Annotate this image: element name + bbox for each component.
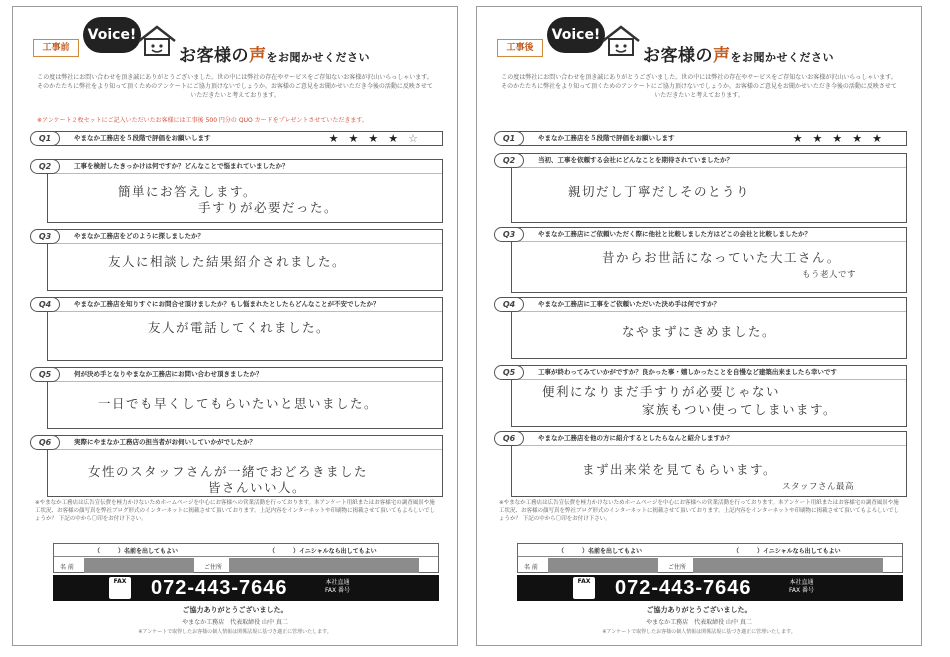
- answer-note: スタッフさん最高: [782, 482, 855, 492]
- question-1: [38, 131, 443, 146]
- page-title: お客様の声をお聞かせください: [643, 46, 834, 66]
- fax-bar: [517, 575, 903, 601]
- fax-number: 072-443-7646: [151, 577, 288, 599]
- answer-line: 簡単にお答えします。: [118, 184, 258, 199]
- campaign-note: ※アンケート２枚セットにご記入いただいたお客様には工事後 500 円分の QUO カードをプレゼントさせていただきます。: [37, 117, 368, 124]
- fax-icon: FAX: [109, 577, 131, 599]
- voice-logo: Voice!: [83, 17, 141, 53]
- question-text: やまなか工務店にご依頼いただく際に他社と比較しました方はどこの会社と比較しましたか？: [538, 230, 811, 238]
- name-consent-option[interactable]: （ ）名前を出してもよい: [558, 548, 643, 555]
- question-text: やまなか工務店に工事をご依頼いただいた決め手は何ですか？: [538, 300, 720, 308]
- privacy-footnote: ※アンケートで取得したお客様の個人情報は関係法規に基づき適正に管理いたします。: [602, 629, 796, 635]
- address-label: ご住所: [204, 564, 223, 571]
- intro-text: この度は弊社にお問い合わせを頂き誠にありがとうございました。世の中には弊社の存在やサービスをご存知ないお客様が沢山いらっしゃいます。そのかたたちに弊社をより知って頂くためのアンケートにご協力頂けないでしょうか。お客様のご意見をお聞かせいただき今後の活動に反映させていただきたいと考えております。: [501, 74, 897, 99]
- question-2: Q2 当初、工事を依頼する会社にどんなことを期待されていましたか？ 親切だし丁寧だしそのとうり: [511, 153, 907, 223]
- question-5: Q5 何が決め手となりやまなか工務店にお問い合わせ頂きましたか？ 一日でも早くしてもらいたいと思いました。: [47, 367, 443, 429]
- question-text: やまなか工務店を他の方に紹介するとしたらなんと紹介しますか？: [538, 434, 733, 442]
- answer-note: もう老人です: [802, 270, 857, 280]
- fax-label: 本社直通 FAX 番号: [325, 579, 351, 594]
- consent-box: [517, 543, 903, 573]
- question-4: Q4 やまなか工務店を知りすぐにお問合せ頂けましたか？もし悩まれたとしたらどんなことが不安でしたか？ 友人が電話してくれました。: [47, 297, 443, 361]
- answer-line: 友人に相談した結果紹介されました。: [108, 254, 347, 269]
- thanks-text: ご協力ありがとうございました。: [646, 606, 752, 614]
- answer-line: まず出来栄を見てもらいます。: [582, 462, 778, 477]
- voice-logo: Voice!: [547, 17, 605, 53]
- redacted-address: [229, 558, 419, 573]
- fax-number: 072-443-7646: [615, 577, 752, 599]
- answer-line: 便利になりまだ手すりが必要じゃない: [542, 384, 781, 399]
- thanks-text: ご協力ありがとうございました。: [182, 606, 288, 614]
- answer-line: 昔からお世話になっていた大工さん。: [602, 250, 841, 265]
- page-title: お客様の声をお聞かせください: [179, 46, 370, 66]
- star-rating: ★★★★★: [792, 132, 892, 145]
- answer-line: 皆さんいい人。: [208, 480, 307, 495]
- redacted-name: [84, 558, 194, 573]
- house-icon: [137, 25, 177, 57]
- redacted-name: [548, 558, 658, 573]
- question-text: 何が決め手となりやまなか工務店にお問い合わせ頂きましたか？: [74, 370, 263, 378]
- question-3: Q3 やまなか工務店をどのように探しましたか？ 友人に相談した結果紹介されました。: [47, 229, 443, 291]
- name-consent-option[interactable]: （ ）名前を出してもよい: [94, 548, 179, 555]
- privacy-footnote: ※アンケートで取得したお客様の個人情報は関係法規に基づき適正に管理いたします。: [138, 629, 332, 635]
- question-4: Q4 やまなか工務店に工事をご依頼いただいた決め手は何ですか？ なやまずにきめました。: [511, 297, 907, 359]
- initial-consent-option[interactable]: （ ）イニシャルなら出してもよい: [733, 548, 841, 555]
- fax-icon: FAX: [573, 577, 595, 599]
- question-text: やまなか工務店を知りすぐにお問合せ頂けましたか？もし悩まれたとしたらどんなことが不安でしたか？: [74, 300, 380, 308]
- answer-line: 友人が電話してくれました。: [148, 320, 331, 335]
- question-text: 工事を検討したきっかけは何ですか？どんなことで悩まれていましたか？: [74, 162, 289, 170]
- intro-text: この度は弊社にお問い合わせを頂き誠にありがとうございました。世の中には弊社の存在やサービスをご存知ないお客様が沢山いらっしゃいます。そのかたたちに弊社をより知って頂くためのアンケートにご協力頂けないでしょうか。お客様のご意見をお聞かせいただき今後の活動に反映させていただきたいと考えております。: [37, 74, 433, 99]
- answer-line: 手すりが必要だった。: [198, 200, 339, 215]
- answer-line: 一日でも早くしてもらいたいと思いました。: [98, 396, 379, 411]
- fax-label: 本社直通 FAX 番号: [789, 579, 815, 594]
- company-name: やまなか工務店 代表取締役 山中 真二: [182, 619, 288, 626]
- question-2: Q2 工事を検討したきっかけは何ですか？どんなことで悩まれていましたか？ 簡単にお答えします。 手すりが必要だった。: [47, 159, 443, 223]
- answer-line: 家族もつい使ってしまいます。: [642, 402, 838, 417]
- consent-box: [53, 543, 439, 573]
- question-6: Q6 やまなか工務店を他の方に紹介するとしたらなんと紹介しますか？ まず出来栄を見てもらいます。 スタッフさん最高: [511, 431, 907, 497]
- consent-note: ※やまなか工務店は広告宣伝費を極力かけないためホームページを中心にお客様への営業活動を行っております。本アンケート用紙またはお客様宅の調査風景や施工状況、お客様の顔写真を弊社ブログ形式のインターネットに掲載させて頂いております。上記内容をインターネットや印刷物に掲載させて頂いてもよろしいでしょうか？ 下記の中から〇印をお付け下さい。: [499, 500, 900, 522]
- survey-sheet-after: [476, 6, 922, 646]
- house-icon: [601, 25, 641, 57]
- question-text: やまなか工務店を５段階で評価をお願いします: [74, 134, 211, 142]
- stage-badge: 工事後: [497, 39, 543, 57]
- answer-line: なやまずにきめました。: [622, 324, 777, 339]
- redacted-address: [693, 558, 883, 573]
- initial-consent-option[interactable]: （ ）イニシャルなら出してもよい: [269, 548, 377, 555]
- name-label: 名 前: [524, 564, 538, 571]
- name-label: 名 前: [60, 564, 74, 571]
- stage-badge: 工事前: [33, 39, 79, 57]
- q-number: Q1: [30, 131, 60, 146]
- fax-bar: [53, 575, 439, 601]
- question-3: Q3 やまなか工務店にご依頼いただく際に他社と比較しました方はどこの会社と比較しましたか？ 昔からお世話になっていた大工さん。 もう老人です: [511, 227, 907, 293]
- question-text: 実際にやまなか工務店の担当者がお伺いしていかがでしたか？: [74, 438, 256, 446]
- question-text: やまなか工務店を５段階で評価をお願いします: [538, 134, 675, 142]
- question-text: やまなか工務店をどのように探しましたか？: [74, 232, 204, 240]
- question-6: Q6 実際にやまなか工務店の担当者がお伺いしていかがでしたか？ 女性のスタッフさんが一緒でおどろきました 皆さんいい人。: [47, 435, 443, 497]
- answer-line: 親切だし丁寧だしそのとうり: [568, 184, 751, 199]
- survey-sheet-before: [12, 6, 458, 646]
- address-label: ご住所: [668, 564, 687, 571]
- star-rating: ★★★★☆: [328, 132, 428, 145]
- answer-line: 女性のスタッフさんが一緒でおどろきました: [88, 464, 369, 479]
- question-text: 工事が終わってみていかがですか？良かった事・嬉しかったことを自慢など建築出来ましたら幸いです: [538, 368, 837, 376]
- question-1: Q1 やまなか工務店を５段階で評価をお願いします ★★★★★: [511, 131, 907, 146]
- consent-note: ※やまなか工務店は広告宣伝費を極力かけないためホームページを中心にお客様への営業活動を行っております。本アンケート用紙またはお客様宅の調査風景や施工状況、お客様の顔写真を弊社ブログ形式のインターネットに掲載させて頂いております。上記内容をインターネットや印刷物に掲載させて頂いてもよろしいでしょうか？ 下記の中から〇印をお付け下さい。: [35, 500, 436, 522]
- question-5: Q5 工事が終わってみていかがですか？良かった事・嬉しかったことを自慢など建築出来ましたら幸いです 便利になりまだ手すりが必要じゃない 家族もつい使ってしまいます。: [511, 365, 907, 427]
- company-name: やまなか工務店 代表取締役 山中 真二: [646, 619, 752, 626]
- question-text: 当初、工事を依頼する会社にどんなことを期待されていましたか？: [538, 156, 733, 164]
